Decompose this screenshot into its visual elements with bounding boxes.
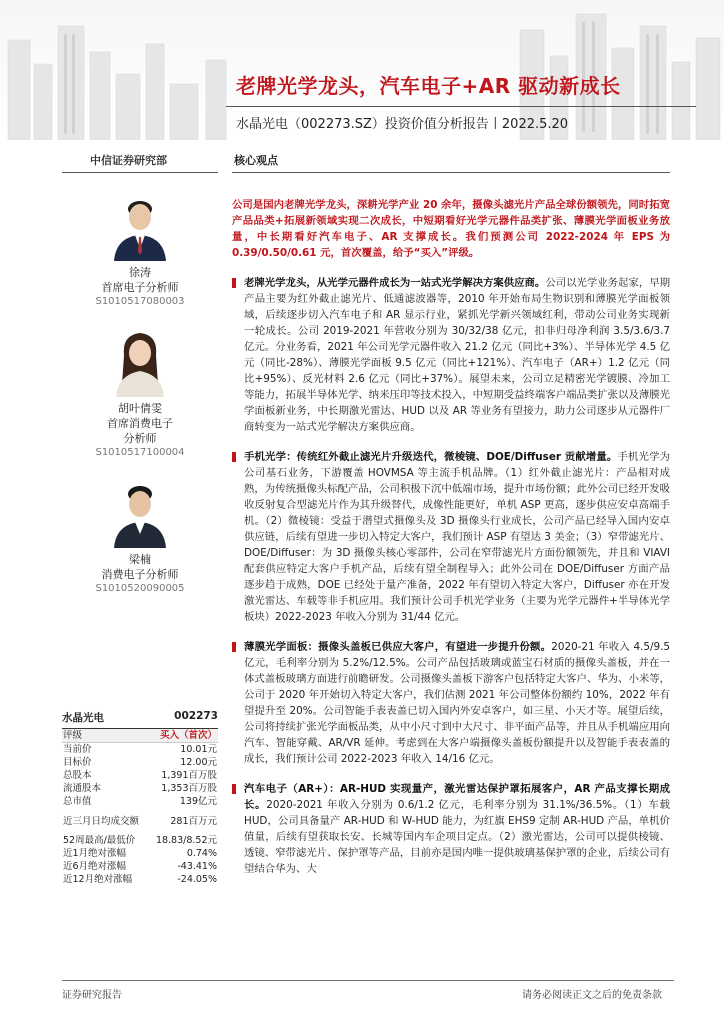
analyst-title: 消费电子分析师 xyxy=(101,568,179,581)
analyst-card xyxy=(62,325,218,460)
analyst-cert: S1010517100004 xyxy=(95,447,185,458)
stock-row xyxy=(62,769,218,782)
stock-row xyxy=(62,782,218,795)
analyst-photo xyxy=(110,325,170,397)
analyst-name: 徐涛 xyxy=(129,266,151,279)
core-summary: 公司是国内老牌光学龙头，深耕光学产业 20 余年，摄像头滤光片产品全球份额领先，同时拓宽产品品类+拓展新领域实现二次成长，中短期看好光学元器件品类扩张、薄膜光学面板业务放量，中长期看好汽车电子、AR 支撑成长。我们预测公司 2022-2024 年 EPS 为 0.39/0.50/0.61 元，首次覆盖，给予“买入”评级。 xyxy=(232,199,670,259)
paragraph-text: 2020-21 年收入 4.5/9.5 亿元，毛利率分别为 5.2%/12.5%。公司产品包括玻璃或蓝宝石材质的摄像头盖板，并在一体式盖板玻璃方面进行前瞻研发。公司摄像头盖板下游客户包括特定大客户、华为、小米等，公司于 2020 年开始切入特定大客户，我们估测 2021 年公司整体份额约 10%，2022 年有望提升至 20%。公司智能手表表盖已切入国内外安卓客户，如三星、小天才等。展望后续，公司将持续扩张光学面板品类，从中小尺寸到中大尺寸、非平面产品等，并且从手机端应用向汽车、智能穿戴、AR/VR 延伸。考虑到在大客户端摄像头盖板份额提升以及智能手表表盖的成长，我们预计公司 2022-2023 年收入 14/16 亿元。 xyxy=(244,641,671,765)
stock-key: 流通股本 xyxy=(63,783,102,794)
paragraph-text: 手机光学为公司基石业务，下游覆盖 HOVMSA 等主流手机品牌。（1）红外截止滤光片：产品相对成熟，为传统摄像头标配产品，公司积极下沉中低端市场，提升市场份额；此外公司已经开发吸收反射复合型滤光片作为其升级替代，成像性能更好，单机 ASP 更高，逐步供应安卓高端手机。（2）微棱镜：受益于潜望式摄像头及 3D 摄像头行业成长，公司产品已经导入国内安卓供应链，后续有望进一步切入特定大客户，我们预计 ASP 有望达 3 美金；（3）窄带滤光片、DOE/Diffuser：为 3D 摄像头核心零部件，公司在窄带滤光片方面份额领先，并且和 VIAVI 配套供应特定大客户手机产品，后续有望全制程导入；此外公司在 DOE/Diffuser 方面产品逐步趋于成熟，DOE 已经处于量产准备，2022 年有望切入特定大客户，Diffuser 亦在开发激光雷达、车载等非手机应用。我们预计公司手机光学业务（主要为光学元器件+半导体光学板块）2022-2023 年收入分别为 31/44 亿元。 xyxy=(244,451,671,623)
stock-row xyxy=(62,873,218,886)
analyst-title: 首席消费电子 xyxy=(107,417,173,430)
stock-row xyxy=(62,860,218,873)
stock-row xyxy=(62,729,218,743)
title-divider xyxy=(226,106,696,107)
analyst-photo xyxy=(110,189,170,261)
stock-code: 002273 xyxy=(174,710,218,722)
analyst-card xyxy=(62,189,218,309)
body-paragraph xyxy=(232,275,670,435)
stock-value: 1,353百万股 xyxy=(161,783,217,794)
header-banner xyxy=(0,0,724,140)
right-column xyxy=(232,152,670,877)
stock-value: 12.00元 xyxy=(180,757,217,768)
stock-value: 10.01元 xyxy=(180,744,217,755)
stock-row xyxy=(62,834,218,847)
paragraph-lead: 汽车电子（AR+）：AR-HUD 实现量产，激光雷达保护罩拓展客户，AR 产品支撑长期成长。 xyxy=(244,783,670,811)
analyst-name: 梁楠 xyxy=(129,553,151,566)
stock-value: -43.41% xyxy=(177,861,217,872)
analyst-title: 首席电子分析师 xyxy=(101,281,179,294)
body-paragraph xyxy=(232,639,670,767)
stock-row xyxy=(62,847,218,860)
body-paragraph xyxy=(232,781,670,877)
stock-key: 目标价 xyxy=(63,757,92,768)
stock-row xyxy=(62,795,218,808)
paragraph-lead: 薄膜光学面板：摄像头盖板已供应大客户，有望进一步提升份额。 xyxy=(244,641,552,653)
stock-value: 139亿元 xyxy=(179,796,217,807)
section-heading: 核心观点 xyxy=(232,152,670,173)
stock-value: 0.74% xyxy=(186,848,217,859)
paragraph-text: 2020-2021 年收入分别为 0.6/1.2 亿元，毛利率分别为 31.1%/36.5%。（1）车载 HUD，公司具备量产 AR-HUD 和 W-HUD 能力，为红旗 EHS9 定制 AR-HUD 产品，单机价值量，后续有望获取长安、长城等国内车企项目定点。（2）激光雷达，公司可以提供棱镜、透镜、窄带滤光片、保护罩等产品，目前亦是国内唯一提供玻璃基保护罩的企业，后续公司有望结合华为、大 xyxy=(244,799,671,875)
stock-header xyxy=(62,710,218,729)
stock-value: -24.05% xyxy=(177,874,217,885)
stock-key: 评级 xyxy=(63,730,83,741)
stock-row xyxy=(62,756,218,769)
stock-key: 总市值 xyxy=(63,796,92,807)
stock-key: 近1月绝对涨幅 xyxy=(63,848,127,859)
stock-key: 近三月日均成交额 xyxy=(63,815,140,827)
analyst-title: 分析师 xyxy=(123,432,157,445)
analyst-card xyxy=(62,476,218,596)
analyst-cert: S1010520090005 xyxy=(95,583,185,594)
stock-value: 1,391百万股 xyxy=(161,770,217,781)
stock-value: 281百万元 xyxy=(170,815,217,827)
report-title: 老牌光学龙头，汽车电子+AR 驱动新成长 xyxy=(236,74,621,98)
footer-divider xyxy=(62,980,674,981)
stock-info-table xyxy=(62,710,218,886)
stock-row xyxy=(62,743,218,756)
paragraph-lead: 老牌光学龙头，从光学元器件成长为一站式光学解决方案供应商。 xyxy=(244,277,546,289)
stock-value: 买入（首次） xyxy=(159,730,217,741)
stock-key: 近6月绝对涨幅 xyxy=(63,861,127,872)
paragraph-text: 公司以光学业务起家，早期产品主要为红外截止滤光片、低通滤波器等，2010 年开始布局生物识别和薄膜光学面板领域，后续逐步切入汽车电子和 AR 显示行业，紧抓光学新兴领域红利，带动公司业务实现新一轮成长。公司 2019-2021 年营收分别为 30/32/38 亿元，扣非归母净利润 3.5/3.6/3.7 亿元。分业务看，2021 年公司光学元器件收入 21.2 亿元（同比+3%）、半导体光学 4.5 亿元（同比-28%）、薄膜光学面板 9.5 亿元（同比+121%）、汽车电子（AR+）1.2 亿元（同比+95%）、反光材料 2.6 亿元（同比+37%）。展望未来，公司立足精密光学镀膜、冷加工等能力，拓展半导体光学、纳米压印等技术投入，中短期受益终端客户端品类扩张以及薄膜光学面板新业务，中长期激光雷达、HUD 以及 AR 等业务有望接力，助力公司逐步从元器件厂商转变为一站式光学解决方案供应商。 xyxy=(244,277,671,433)
stock-key: 当前价 xyxy=(63,744,92,755)
stock-key: 近12月绝对涨幅 xyxy=(63,874,133,885)
analyst-name: 胡叶倩雯 xyxy=(118,402,162,415)
left-column xyxy=(62,152,218,596)
stock-row xyxy=(62,808,218,834)
paragraph-lead: 手机光学：传统红外截止滤光片升级迭代，微棱镜、DOE/Diffuser 贡献增量。 xyxy=(244,451,618,463)
body-paragraph xyxy=(232,449,670,625)
report-subtitle: 水晶光电（002273.SZ）投资价值分析报告丨2022.5.20 xyxy=(236,117,569,132)
analyst-photo xyxy=(110,476,170,548)
stock-key: 总股本 xyxy=(63,770,92,781)
footer-disclaimer: 请务必阅读正文之后的免责条款 xyxy=(522,990,662,1001)
stock-name: 水晶光电 xyxy=(62,712,104,724)
stock-key: 52周最高/最低价 xyxy=(63,835,136,846)
stock-value: 18.83/8.52元 xyxy=(155,835,217,846)
research-dept: 中信证券研究部 xyxy=(62,152,218,173)
analyst-cert: S1010517080003 xyxy=(95,296,185,307)
footer-label: 证券研究报告 xyxy=(62,990,122,1001)
